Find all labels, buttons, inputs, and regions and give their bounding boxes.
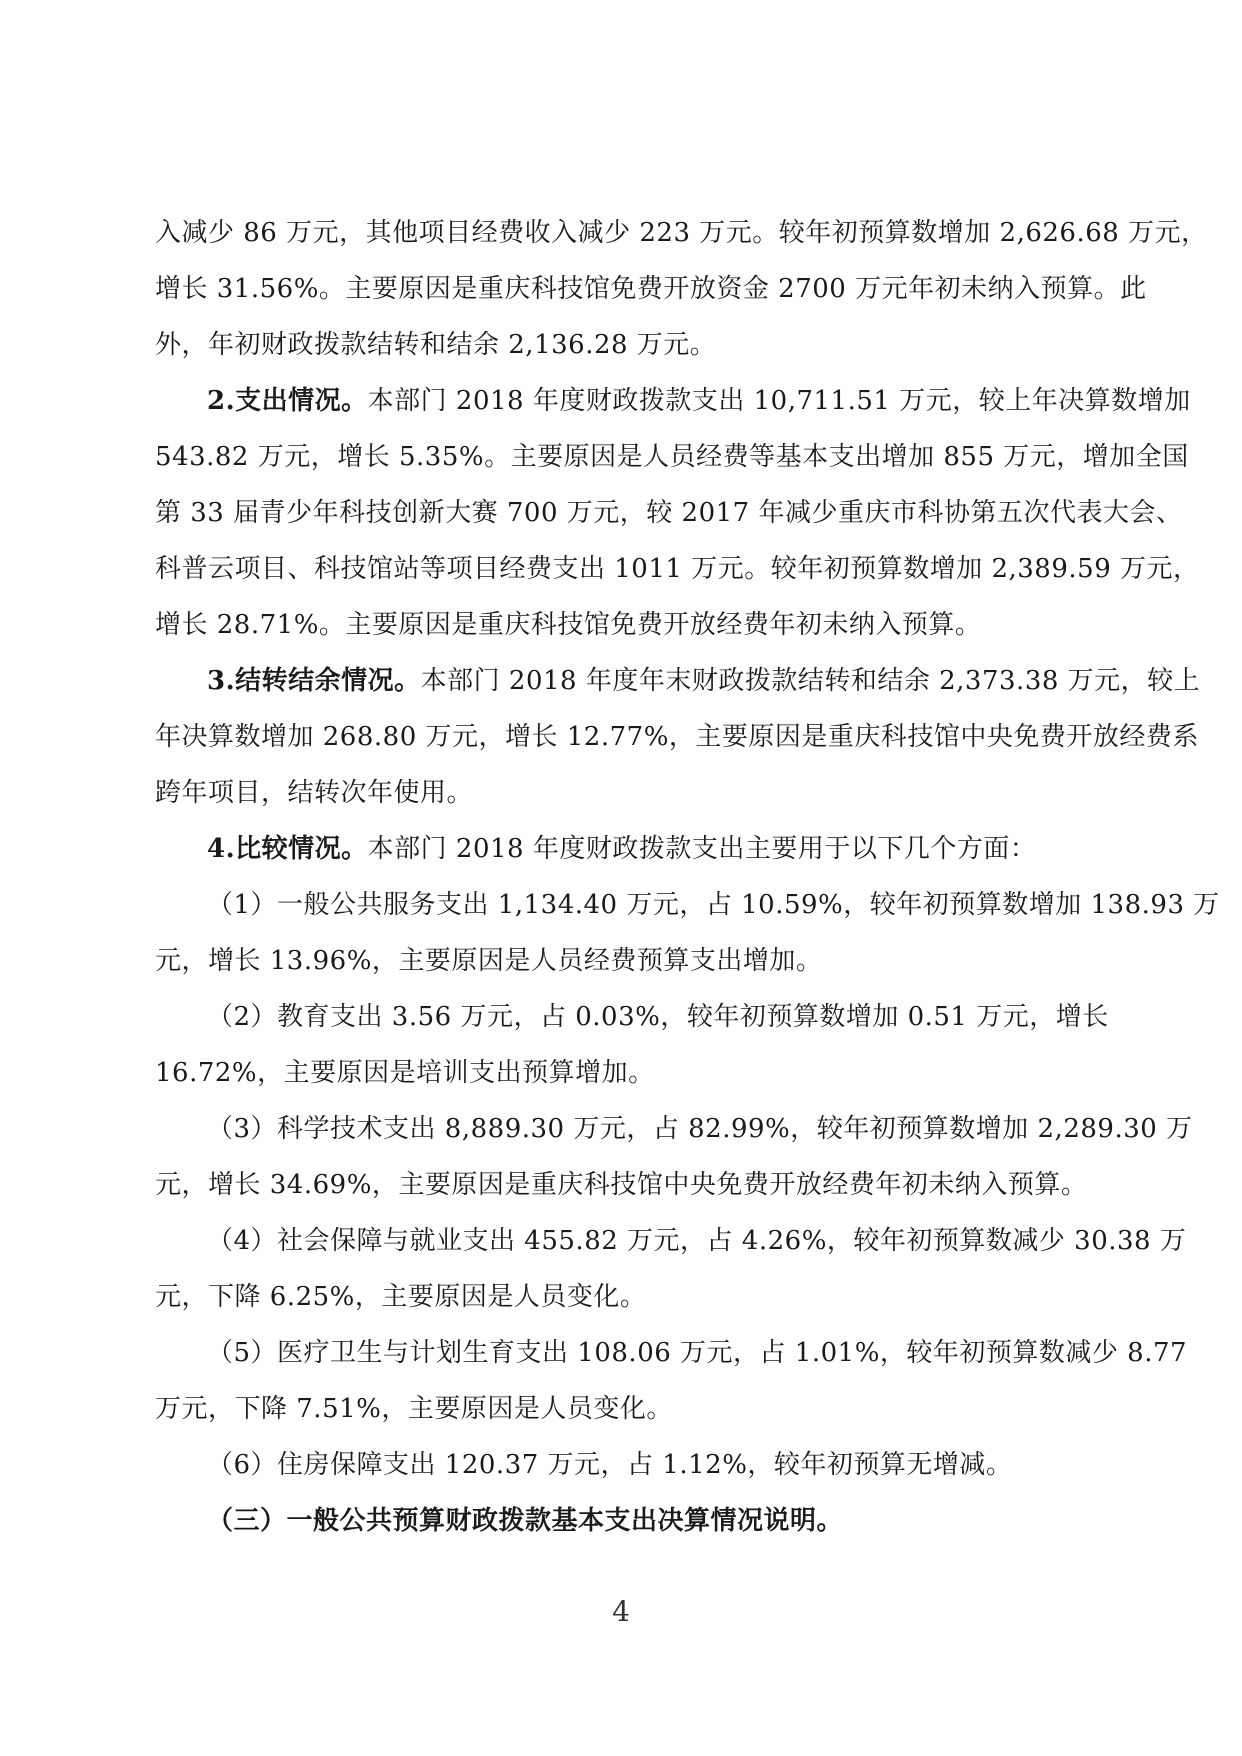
section-line-expenditure: 2.支出情况。本部门 2018 年度财政拨款支出 10,711.51 万元，较上年决算数增加: [207, 386, 1191, 416]
page-number: 4: [612, 1595, 630, 1628]
body-line: 跨年项目，结转次年使用。: [155, 778, 474, 808]
body-line: 第 33 届青少年科技创新大赛 700 万元，较 2017 年减少重庆市科协第五次代表大会、: [155, 498, 1183, 528]
section-line-carryover: 3.结转结余情况。本部门 2018 年度年末财政拨款结转和结余 2,373.38 万元，较上: [207, 666, 1201, 696]
list-item-3: （3）科学技术支出 8,889.30 万元，占 82.99%，较年初预算数增加 2,289.30 万: [207, 1114, 1193, 1144]
body-line: 外，年初财政拨款结转和结余 2,136.28 万元。: [155, 330, 717, 360]
section-line-basic-expenditure: [155, 1493, 1095, 1549]
section-heading: 3.结转结余情况。: [207, 666, 421, 696]
body-line: 增长 31.56%。主要原因是重庆科技馆免费开放资金 2700 万元年初未纳入预算。此: [155, 274, 1147, 304]
list-item-6: （6）住房保障支出 120.37 万元，占 1.12%，较年初预算无增减。: [207, 1450, 1013, 1480]
list-item-2: （2）教育支出 3.56 万元，占 0.03%，较年初预算数增加 0.51 万元，增长: [207, 1002, 1109, 1032]
body-line: 入减少 86 万元，其他项目经费收入减少 223 万元。较年初预算数增加 2,626.68 万元，: [155, 218, 1208, 248]
list-item-4: （4）社会保障与就业支出 455.82 万元，占 4.26%，较年初预算数减少 30.38 万: [207, 1226, 1187, 1256]
document-body: [155, 205, 1220, 1549]
body-line: 16.72%，主要原因是培训支出预算增加。: [155, 1058, 655, 1088]
body-line: 543.82 万元，增长 5.35%。主要原因是人员经费等基本支出增加 855 万元，增加全国: [155, 442, 1189, 472]
body-line: 科普云项目、科技馆站等项目经费支出 1011 万元。较年初预算数增加 2,389.59 万元，: [155, 554, 1200, 584]
list-item-5: （5）医疗卫生与计划生育支出 108.06 万元，占 1.01%，较年初预算数减少 8.77: [207, 1338, 1188, 1368]
body-line: 元，下降 6.25%，主要原因是人员变化。: [155, 1282, 647, 1312]
body-line: 元，增长 13.96%，主要原因是人员经费预算支出增加。: [155, 946, 823, 976]
section-heading: （三）一般公共预算财政拨款基本支出决算情况说明。: [207, 1506, 844, 1536]
body-line: 万元，下降 7.51%，主要原因是人员变化。: [155, 1394, 673, 1424]
body-line: 元，增长 34.69%，主要原因是重庆科技馆中央免费开放经费年初未纳入预算。: [155, 1170, 1088, 1200]
section-heading: 2.支出情况。: [207, 386, 368, 416]
section-heading: 4.比较情况。: [207, 834, 368, 864]
body-line: 增长 28.71%。主要原因是重庆科技馆免费开放经费年初未纳入预算。: [155, 610, 982, 640]
body-line: 年决算数增加 268.80 万元，增长 12.77%，主要原因是重庆科技馆中央免费开放经费系: [155, 722, 1199, 752]
list-item-1: （1）一般公共服务支出 1,134.40 万元，占 10.59%，较年初预算数增加 138.93 万: [207, 890, 1220, 920]
section-line-comparison: 4.比较情况。本部门 2018 年度财政拨款支出主要用于以下几个方面：: [207, 834, 1037, 864]
